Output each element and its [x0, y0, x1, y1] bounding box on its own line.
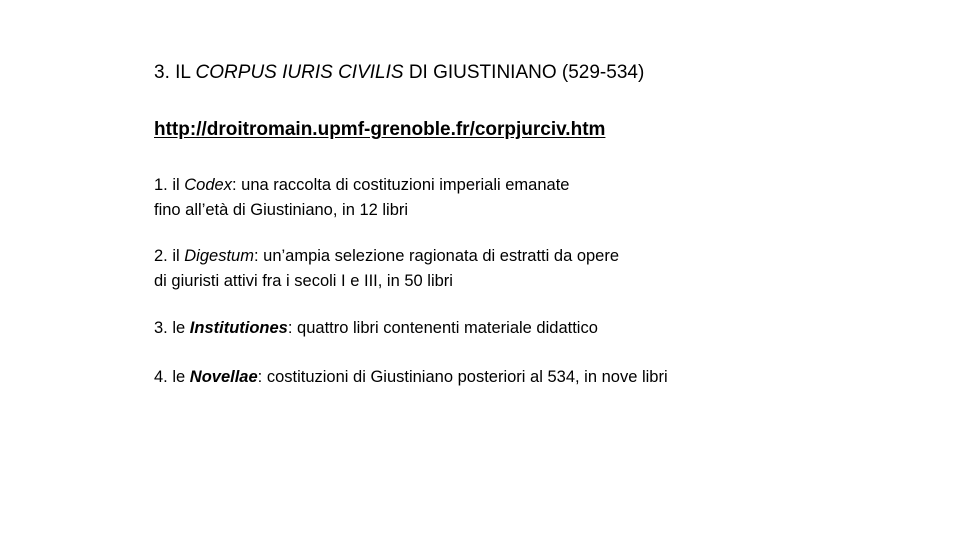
item-term: Digestum: [184, 247, 254, 265]
list-item-novellae: [154, 365, 668, 390]
item-prefix: 2. il: [154, 247, 185, 265]
item-text: : una raccolta di costituzioni imperiali emanate: [231, 176, 570, 194]
item-line-2: fino all’età di Giustiniano, in 12 libri: [154, 201, 409, 219]
title-prefix: 3. IL: [154, 62, 196, 83]
item-text: : costituzioni di Giustiniano posteriori al 534, in nove libri: [257, 368, 668, 386]
title-suffix: DI GIUSTINIANO (529-534): [403, 62, 645, 83]
item-line-1: [154, 316, 598, 341]
item-term: Novellae: [189, 368, 258, 386]
item-text: : quattro libri contenenti materiale didattico: [287, 319, 598, 337]
item-line-1: [154, 365, 668, 390]
list-item-digestum: [154, 244, 619, 294]
slide-title: [154, 60, 644, 86]
item-term: Institutiones: [189, 319, 288, 337]
list-item-codex: [154, 173, 569, 223]
item-text: : un’ampia selezione ragionata di estratti da opere: [253, 247, 620, 265]
item-line-2: di giuristi attivi fra i secoli I e III, in 50 libri: [154, 272, 453, 290]
item-prefix: 4. le: [154, 368, 190, 386]
title-italic: CORPUS IURIS CIVILIS: [195, 62, 404, 83]
corpus-link[interactable]: http://droitromain.upmf-grenoble.fr/corpjurciv.htm: [154, 119, 606, 140]
item-prefix: 1. il: [154, 176, 185, 194]
item-line-1: [154, 173, 569, 198]
list-item-institutiones: [154, 316, 598, 341]
item-prefix: 3. le: [154, 319, 190, 337]
item-term: Codex: [184, 176, 232, 194]
item-line-1: [154, 244, 619, 269]
